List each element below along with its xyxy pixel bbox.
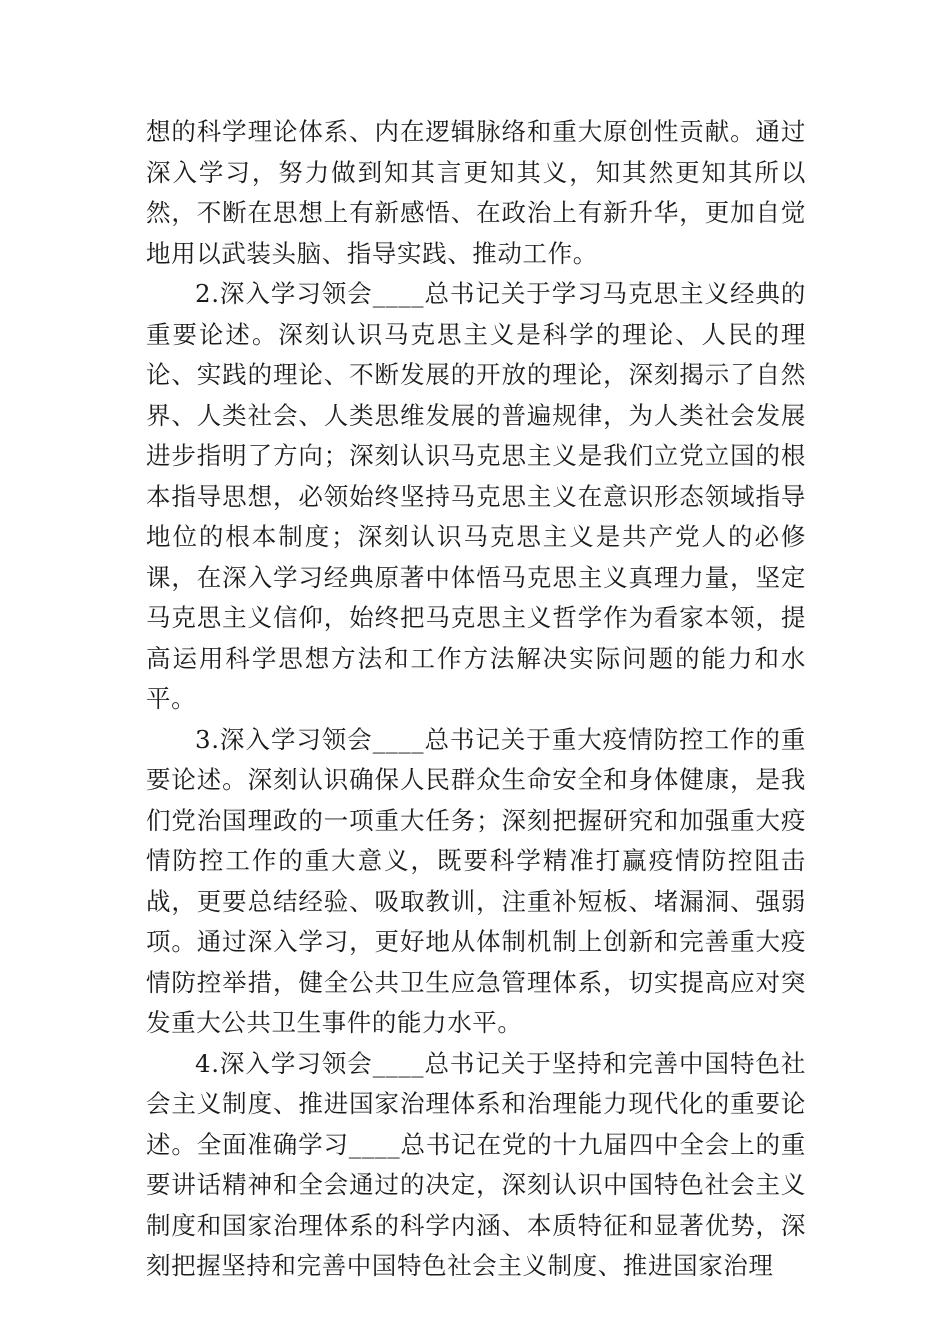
paragraph-2-marxism-classics: 2.深入学习领会____总书记关于学习马克思主义经典的重要论述。深刻认识马克思主义是科学的理论、人民的理论、实践的理论、不断发展的开放的理论，深刻揭示了自然界、人类社会、人类思维发展的普遍规律，为人类社会发展进步指明了方向；深刻认识马克思主义是我们立党立国的根本指导思想，必领始终坚持马克思主义在意识形态领域指导地位的根本制度；深刻认识马克思主义是共产党人的必修课，在深入学习经典原著中体悟马克思主义真理力量，坚定马克思主义信仰，始终把马克思主义哲学作为看家本领，提高运用科学思想方法和工作方法解决实际问题的能力和水平。 (146, 279, 806, 713)
paragraph-1-continuation: 想的科学理论体系、内在逻辑脉络和重大原创性贡献。通过深入学习，努力做到知其言更知其义，知其然更知其所以然，不断在思想上有新感悟、在政治上有新升华，更加自觉地用以武装头脑、指导实践、推动工作。 (146, 117, 806, 268)
paragraph-3-epidemic-prevention: 3.深入学习领会____总书记关于重大疫情防控工作的重要论述。深刻认识确保人民群众生命安全和身体健康，是我们党治国理政的一项重大任务；深刻把握研究和加强重大疫情防控工作的重大意义，既要科学精准打赢疫情防控阻击战，更要总结经验、吸取教训，注重补短板、堵漏洞、强弱项。通过深入学习，更好地从体制机制上创新和完善重大疫情防控举措，健全公共卫生应急管理体系，切实提高应对突发重大公共卫生事件的能力水平。 (146, 724, 806, 1037)
document-body (146, 112, 806, 1287)
paragraph-4-governance-system: 4.深入学习领会____总书记关于坚持和完善中国特色社会主义制度、推进国家治理体系和治理能力现代化的重要论述。全面准确学习____总书记在党的十九届四中全会上的重要讲话精神和全会通过的决定，深刻认识中国特色社会主义制度和国家治理体系的科学内涵、本质特征和显著优势，深刻把握坚持和完善中国特色社会主义制度、推进国家治理 (146, 1048, 806, 1280)
